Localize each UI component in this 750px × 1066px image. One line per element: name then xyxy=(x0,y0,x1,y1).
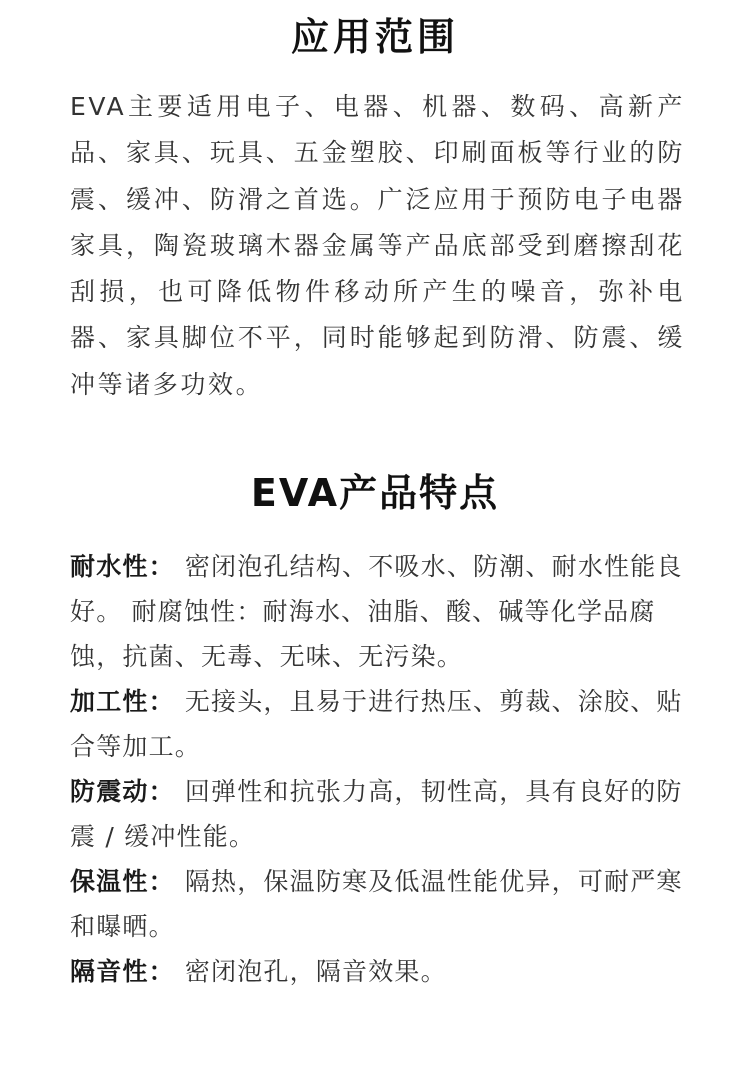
feature-label: 加工性 xyxy=(70,687,149,716)
feature-item-thermal-insulation xyxy=(70,859,695,949)
feature-colon: ： xyxy=(148,867,175,896)
feature-description: 无接头，且易于进行热压、剪裁、涂胶、贴合等加工。 xyxy=(70,687,683,761)
feature-colon: ： xyxy=(148,687,175,716)
application-scope-paragraph: EVA主要适用电子、电器、机器、数码、高新产品、家具、玩具、五金塑胶、印刷面板等行业的防震、缓冲、防滑之首选。广泛应用于预防电子电器家具，陶瓷玻璃木器金属等产品底部受到磨擦刮花刮损，也可降低物件移动所产生的噪音，弥补电器、家具脚位不平，同时能够起到防滑、防震、缓冲等诸多功效。 xyxy=(70,92,685,399)
feature-description: 密闭泡孔，隔音效果。 xyxy=(184,957,447,986)
section-title-application-scope: 应用范围 xyxy=(290,15,459,59)
feature-item-shock-resistance xyxy=(70,769,695,859)
feature-colon: ： xyxy=(148,552,175,581)
feature-description: 隔热，保温防寒及低温性能优异，可耐严寒和曝晒。 xyxy=(70,867,683,941)
feature-colon: ： xyxy=(148,957,175,986)
feature-description: 回弹性和抗张力高，韧性高，具有良好的防震 / 缓冲性能。 xyxy=(70,777,683,851)
feature-item-sound-insulation xyxy=(70,949,695,994)
feature-list xyxy=(70,544,695,994)
section-title-product-features: EVA产品特点 xyxy=(250,471,500,515)
feature-label: 防震动 xyxy=(70,777,149,806)
feature-description: 密闭泡孔结构、不吸水、防潮、耐水性能良好。 耐腐蚀性：耐海水、油脂、酸、碱等化学品腐蚀，抗菌、无毒、无味、无污染。 xyxy=(70,552,683,671)
feature-label: 隔音性 xyxy=(70,957,149,986)
feature-label: 保温性 xyxy=(70,867,149,896)
feature-item-water-resistance xyxy=(70,544,695,679)
feature-label: 耐水性 xyxy=(70,552,149,581)
feature-colon: ： xyxy=(148,777,175,806)
feature-item-processability xyxy=(70,679,695,769)
